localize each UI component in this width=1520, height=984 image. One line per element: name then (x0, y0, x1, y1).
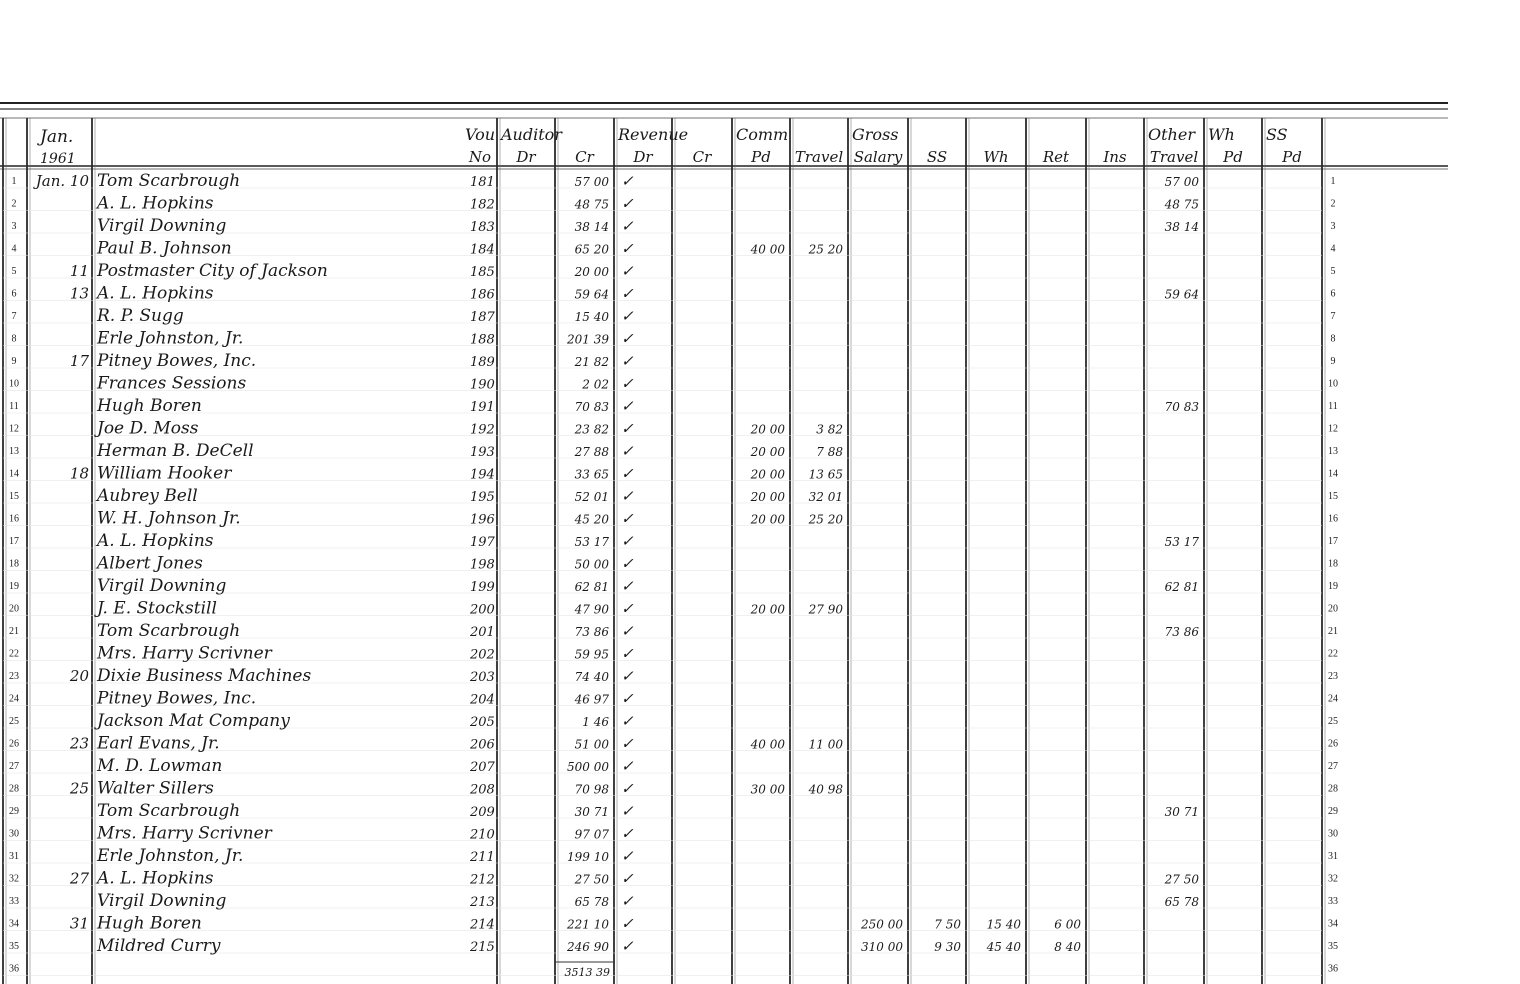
line-number: 9 (11, 356, 17, 367)
aud-cr-amount: 59 95 (574, 647, 609, 662)
line-number: 4 (1330, 243, 1336, 255)
vou-amount: 197 (470, 535, 495, 550)
check-mark: ✓ (621, 239, 634, 258)
line-number: 24 (1328, 693, 1338, 705)
vou-amount: 213 (470, 895, 495, 910)
other-travel-amount: 38 14 (1164, 220, 1199, 234)
entry-day: 31 (69, 914, 89, 933)
line-number: 19 (1328, 581, 1338, 592)
check-mark: ✓ (621, 892, 634, 910)
line-number: 5 (1330, 266, 1336, 277)
line-number: 20 (1328, 603, 1338, 615)
payee-name: Paul B. Johnson (97, 238, 232, 259)
vou-amount: 200 (470, 602, 495, 618)
column-heading-bottom: Wh (983, 148, 1009, 166)
line-number: 2 (11, 198, 17, 210)
line-number: 33 (9, 896, 19, 907)
comm-pd-amount: 20 00 (750, 422, 785, 437)
aud-cr-amount: 97 07 (574, 827, 609, 842)
payee-name: Virgil Downing (97, 216, 227, 236)
payee-name: Albert Jones (97, 553, 203, 574)
line-number: 13 (9, 446, 19, 457)
gross-amount: 250 00 (861, 917, 903, 932)
comm-pd-amount: 40 00 (750, 242, 785, 257)
payee-name: Earl Evans, Jr. (97, 733, 220, 754)
line-number: 24 (9, 693, 19, 705)
line-number: 25 (9, 716, 19, 727)
check-mark: ✓ (621, 509, 634, 528)
vou-amount: 199 (470, 580, 495, 595)
line-number: 34 (9, 918, 19, 930)
check-mark: ✓ (621, 284, 634, 303)
line-number: 7 (1330, 311, 1336, 322)
vou-amount: 206 (470, 737, 495, 753)
payee-name: Tom Scarbrough (97, 621, 241, 641)
check-mark: ✓ (621, 577, 634, 595)
payee-name: Erle Johnston, Jr. (97, 328, 244, 349)
vou-amount: 194 (470, 467, 495, 483)
column-heading-top: Wh (1208, 125, 1235, 144)
payee-name: William Hooker (97, 463, 232, 484)
payee-name: Aubrey Bell (97, 486, 198, 506)
column-heading-top: Vou (464, 125, 496, 144)
check-mark: ✓ (621, 757, 634, 775)
line-number: 26 (1328, 738, 1338, 750)
line-number: 23 (9, 671, 19, 682)
line-number: 27 (1328, 761, 1338, 772)
line-number: 6 (1330, 288, 1336, 300)
line-number: 9 (1330, 356, 1336, 367)
line-number: 8 (11, 333, 17, 345)
line-number: 3 (11, 221, 17, 232)
line-number: 35 (9, 941, 19, 952)
vou-amount: 183 (470, 220, 495, 235)
ret-amount: 6 00 (1054, 917, 1081, 932)
line-number: 17 (9, 536, 19, 547)
payee-name: Tom Scarbrough (97, 801, 241, 821)
column-heading-bottom: Cr (692, 148, 712, 166)
check-mark: ✓ (621, 532, 634, 550)
check-mark: ✓ (621, 262, 634, 280)
line-number: 36 (1328, 963, 1338, 975)
payee-name: Jackson Mat Company (97, 711, 290, 731)
check-mark: ✓ (621, 442, 634, 460)
line-number: 3 (1330, 221, 1336, 232)
aud-cr-amount: 74 40 (574, 670, 609, 684)
comm-pd-amount: 30 00 (750, 782, 785, 797)
payee-name: Hugh Boren (97, 913, 202, 934)
payee-name: A. L. Hopkins (97, 531, 214, 551)
payee-name: Hugh Boren (97, 396, 202, 416)
aud-cr-amount: 27 50 (574, 872, 609, 887)
comm-pd-amount: 20 00 (750, 445, 785, 459)
other-travel-amount: 48 75 (1164, 197, 1199, 212)
payee-name: Mildred Curry (97, 936, 221, 956)
column-heading-bottom: Ret (1042, 148, 1070, 166)
aud-cr-amount: 65 20 (574, 242, 609, 257)
other-travel-amount: 65 78 (1164, 895, 1199, 909)
check-mark: ✓ (621, 464, 634, 483)
line-number: 22 (1328, 648, 1338, 660)
ret-amount: 8 40 (1054, 940, 1081, 954)
line-number: 7 (11, 311, 17, 322)
check-mark: ✓ (621, 644, 634, 663)
check-mark: ✓ (621, 869, 634, 888)
ss-amount: 7 50 (934, 917, 961, 932)
payee-name: Walter Sillers (97, 778, 214, 799)
line-number: 14 (1328, 468, 1338, 480)
aud-cr-amount: 51 00 (574, 737, 609, 752)
aud-cr-amount: 57 00 (574, 175, 609, 189)
aud-cr-amount: 199 10 (567, 850, 609, 864)
date-year-heading: 1961 (40, 151, 76, 167)
column-heading-bottom: Pd (751, 148, 771, 166)
aud-cr-amount: 246 90 (567, 940, 609, 954)
line-number: 28 (1328, 783, 1338, 795)
comm-pd-amount: 20 00 (750, 512, 785, 527)
check-mark: ✓ (621, 847, 634, 865)
payee-name: A. L. Hopkins (97, 193, 214, 214)
aud-cr-amount: 48 75 (574, 197, 609, 212)
aud-cr-amount: 15 40 (574, 310, 609, 324)
vou-amount: 190 (470, 377, 495, 393)
check-mark: ✓ (621, 194, 634, 213)
check-mark: ✓ (621, 217, 634, 235)
check-mark: ✓ (621, 712, 634, 730)
vou-amount: 185 (470, 265, 495, 280)
line-number: 33 (1328, 896, 1338, 907)
payee-name: Virgil Downing (97, 891, 227, 911)
vou-amount: 207 (470, 760, 495, 775)
vou-amount: 182 (470, 197, 495, 213)
column-heading-bottom: Salary (853, 148, 903, 166)
aud-cr-amount: 73 86 (574, 625, 609, 639)
aud-cr-amount: 52 01 (574, 490, 609, 504)
aud-cr-amount: 33 65 (574, 467, 609, 482)
line-number: 10 (1328, 378, 1338, 390)
other-travel-amount: 70 83 (1164, 400, 1199, 414)
entry-day: 25 (69, 779, 89, 798)
entry-day: 18 (69, 464, 89, 483)
line-number: 11 (1328, 401, 1338, 412)
vou-amount: 211 (470, 850, 495, 865)
aud-cr-amount: 20 00 (574, 265, 609, 279)
ss-amount: 9 30 (934, 940, 961, 954)
check-mark: ✓ (621, 487, 634, 505)
gross-amount: 310 00 (861, 940, 903, 954)
line-number: 4 (11, 243, 17, 255)
comm-travel-amount: 3 82 (816, 422, 843, 437)
aud-cr-amount: 23 82 (574, 422, 609, 437)
vou-amount: 214 (470, 917, 495, 933)
column-heading-bottom: Pd (1223, 148, 1243, 166)
comm-travel-amount: 32 01 (808, 490, 843, 504)
wh-amount: 15 40 (986, 917, 1021, 932)
aud-cr-amount: 70 98 (574, 782, 609, 797)
line-number: 18 (1328, 558, 1338, 570)
comm-travel-amount: 40 98 (808, 782, 843, 797)
vou-amount: 189 (470, 355, 495, 370)
payee-name: A. L. Hopkins (97, 283, 214, 304)
vou-amount: 181 (470, 175, 495, 190)
comm-travel-amount: 13 65 (808, 467, 843, 482)
line-number: 1 (11, 176, 17, 187)
payee-name: Mrs. Harry Scrivner (97, 643, 272, 664)
check-mark: ✓ (621, 419, 634, 438)
aud-cr-amount: 201 39 (567, 332, 609, 347)
line-number: 35 (1328, 941, 1338, 952)
aud-cr-amount: 500 00 (567, 760, 609, 774)
aud-cr-amount: 46 97 (574, 692, 609, 707)
aud-cr-amount: 62 81 (574, 580, 609, 594)
line-number: 32 (9, 873, 19, 885)
comm-pd-amount: 20 00 (750, 490, 785, 504)
auditor-cr-total: 3513 39 (564, 966, 610, 979)
line-number: 12 (9, 423, 19, 435)
column-heading-bottom: No (468, 148, 492, 166)
wh-amount: 45 40 (986, 940, 1021, 954)
vou-amount: 212 (470, 872, 495, 888)
line-number: 16 (1328, 513, 1338, 525)
entry-day: 13 (69, 284, 89, 303)
line-number: 27 (9, 761, 19, 772)
aud-cr-amount: 65 78 (574, 895, 609, 909)
vou-amount: 186 (470, 287, 495, 303)
line-number: 18 (9, 558, 19, 570)
check-mark: ✓ (621, 622, 634, 640)
vou-amount: 204 (470, 692, 495, 708)
column-header (37, 125, 1302, 167)
payee-name: Frances Sessions (97, 373, 247, 394)
payee-name: Pitney Bowes, Inc. (97, 351, 257, 371)
line-number: 2 (1330, 198, 1336, 210)
comm-travel-amount: 11 00 (808, 737, 843, 752)
line-number: 16 (9, 513, 19, 525)
payee-name: Postmaster City of Jackson (97, 261, 328, 281)
line-numbers-left (9, 176, 19, 975)
payee-name: Mrs. Harry Scrivner (97, 823, 272, 844)
line-number: 36 (9, 963, 19, 975)
payee-name: J. E. Stockstill (97, 598, 217, 619)
check-mark: ✓ (621, 779, 634, 798)
line-number: 15 (1328, 491, 1338, 502)
column-heading-bottom: Dr (516, 148, 536, 166)
column-heading-bottom: Travel (1149, 148, 1199, 166)
line-numbers-right (1328, 176, 1338, 975)
vou-amount: 198 (470, 557, 495, 573)
check-mark: ✓ (621, 172, 634, 190)
comm-pd-amount: 20 00 (750, 467, 785, 482)
other-travel-amount: 30 71 (1164, 805, 1199, 819)
entry-day: 23 (69, 734, 89, 753)
line-number: 21 (9, 626, 19, 637)
payee-name: Joe D. Moss (97, 418, 199, 439)
aud-cr-amount: 38 14 (574, 220, 609, 234)
check-mark: ✓ (621, 307, 634, 325)
check-mark: ✓ (621, 824, 634, 843)
vou-amount: 208 (470, 782, 495, 798)
line-number: 28 (9, 783, 19, 795)
column-heading-top: SS (1266, 125, 1288, 144)
aud-cr-amount: 30 71 (574, 805, 609, 819)
column-heading-top: Other (1148, 125, 1195, 144)
aud-cr-amount: 45 20 (574, 512, 609, 527)
column-heading-top: Revenue (618, 125, 689, 144)
check-mark: ✓ (621, 734, 634, 753)
payee-name: Tom Scarbrough (97, 171, 241, 191)
column-heading-bottom: Ins (1103, 148, 1127, 166)
vou-amount: 205 (470, 715, 495, 730)
column-heading-top: Gross (852, 125, 899, 144)
aud-cr-amount: 59 64 (574, 287, 609, 302)
aud-cr-amount: 2 02 (582, 377, 609, 392)
check-mark: ✓ (621, 599, 634, 618)
comm-pd-amount: 40 00 (750, 737, 785, 752)
other-travel-amount: 57 00 (1164, 175, 1199, 189)
check-mark: ✓ (621, 554, 634, 573)
entry-day: 11 (69, 262, 89, 280)
line-number: 22 (9, 648, 19, 660)
check-mark: ✓ (621, 937, 634, 955)
payee-name: A. L. Hopkins (97, 868, 214, 889)
line-number: 32 (1328, 873, 1338, 885)
payee-name: Erle Johnston, Jr. (97, 846, 244, 866)
line-number: 31 (9, 851, 19, 862)
column-heading-bottom: Travel (794, 148, 844, 166)
aud-cr-amount: 47 90 (574, 602, 609, 617)
payee-name: M. D. Lowman (97, 756, 223, 776)
column-heading-bottom: Pd (1282, 148, 1302, 166)
payee-name: R. P. Sugg (97, 306, 184, 326)
vou-amount: 210 (470, 827, 495, 843)
vou-amount: 202 (470, 647, 495, 663)
check-mark: ✓ (621, 689, 634, 708)
entry-day: 17 (69, 352, 89, 370)
vou-amount: 192 (470, 422, 495, 438)
line-number: 23 (1328, 671, 1338, 682)
line-number: 21 (1328, 626, 1338, 637)
comm-travel-amount: 25 20 (808, 512, 843, 527)
check-mark: ✓ (621, 914, 634, 933)
line-number: 6 (11, 288, 17, 300)
column-heading-bottom: Dr (633, 148, 653, 166)
other-travel-amount: 73 86 (1164, 625, 1199, 639)
line-number: 19 (9, 581, 19, 592)
ledger-entries (33, 171, 1200, 956)
payee-name: Pitney Bowes, Inc. (97, 688, 257, 709)
vou-amount: 209 (470, 805, 495, 820)
vou-amount: 201 (470, 625, 495, 640)
payee-name: Virgil Downing (97, 576, 227, 596)
vou-amount: 187 (470, 310, 495, 325)
aud-cr-amount: 50 00 (574, 557, 609, 572)
vou-amount: 203 (470, 670, 495, 685)
comm-travel-amount: 7 88 (816, 445, 843, 459)
check-mark: ✓ (621, 374, 634, 393)
line-number: 29 (1328, 806, 1338, 817)
vou-amount: 191 (470, 400, 495, 415)
vou-amount: 195 (470, 490, 495, 505)
check-mark: ✓ (621, 329, 634, 348)
column-heading-bottom: SS (926, 148, 948, 166)
line-number: 14 (9, 468, 19, 480)
check-mark: ✓ (621, 397, 634, 415)
line-number: 30 (9, 828, 19, 840)
line-number: 17 (1328, 536, 1338, 547)
other-travel-amount: 59 64 (1164, 287, 1199, 302)
entry-day: 27 (69, 869, 89, 888)
date-month-heading: Jan. (40, 127, 74, 147)
line-number: 30 (1328, 828, 1338, 840)
line-number: 34 (1328, 918, 1338, 930)
vou-amount: 193 (470, 445, 495, 460)
aud-cr-amount: 21 82 (574, 355, 609, 369)
payee-name: W. H. Johnson Jr. (97, 508, 241, 529)
column-heading-top: Comm (736, 125, 789, 144)
vou-amount: 184 (470, 242, 495, 258)
other-travel-amount: 53 17 (1164, 535, 1199, 549)
entry-day: Jan. 10 (35, 172, 89, 190)
line-number: 1 (1330, 176, 1336, 187)
line-number: 11 (9, 401, 19, 412)
entry-day: 20 (69, 667, 89, 685)
check-mark: ✓ (621, 352, 634, 370)
line-number: 5 (11, 266, 17, 277)
aud-cr-amount: 1 46 (582, 715, 609, 729)
check-mark: ✓ (621, 802, 634, 820)
comm-pd-amount: 20 00 (750, 602, 785, 617)
line-number: 10 (9, 378, 19, 390)
aud-cr-amount: 70 83 (574, 400, 609, 414)
line-number: 15 (9, 491, 19, 502)
comm-travel-amount: 25 20 (808, 242, 843, 257)
other-travel-amount: 62 81 (1164, 580, 1199, 594)
payee-name: Herman B. DeCell (97, 441, 254, 461)
other-travel-amount: 27 50 (1164, 872, 1199, 887)
column-heading-top: Auditor (501, 125, 562, 144)
line-number: 12 (1328, 423, 1338, 435)
vou-amount: 215 (470, 940, 495, 955)
line-number: 29 (9, 806, 19, 817)
line-number: 20 (9, 603, 19, 615)
aud-cr-amount: 221 10 (567, 917, 609, 932)
line-number: 13 (1328, 446, 1338, 457)
vou-amount: 196 (470, 512, 495, 528)
comm-travel-amount: 27 90 (808, 602, 843, 617)
line-number: 25 (1328, 716, 1338, 727)
line-number: 31 (1328, 851, 1338, 862)
line-number: 26 (9, 738, 19, 750)
aud-cr-amount: 53 17 (574, 535, 609, 549)
column-heading-bottom: Cr (575, 148, 594, 166)
vou-amount: 188 (470, 332, 495, 348)
line-number: 8 (1330, 333, 1336, 345)
check-mark: ✓ (621, 667, 634, 685)
aud-cr-amount: 27 88 (574, 445, 609, 459)
payee-name: Dixie Business Machines (97, 666, 312, 686)
